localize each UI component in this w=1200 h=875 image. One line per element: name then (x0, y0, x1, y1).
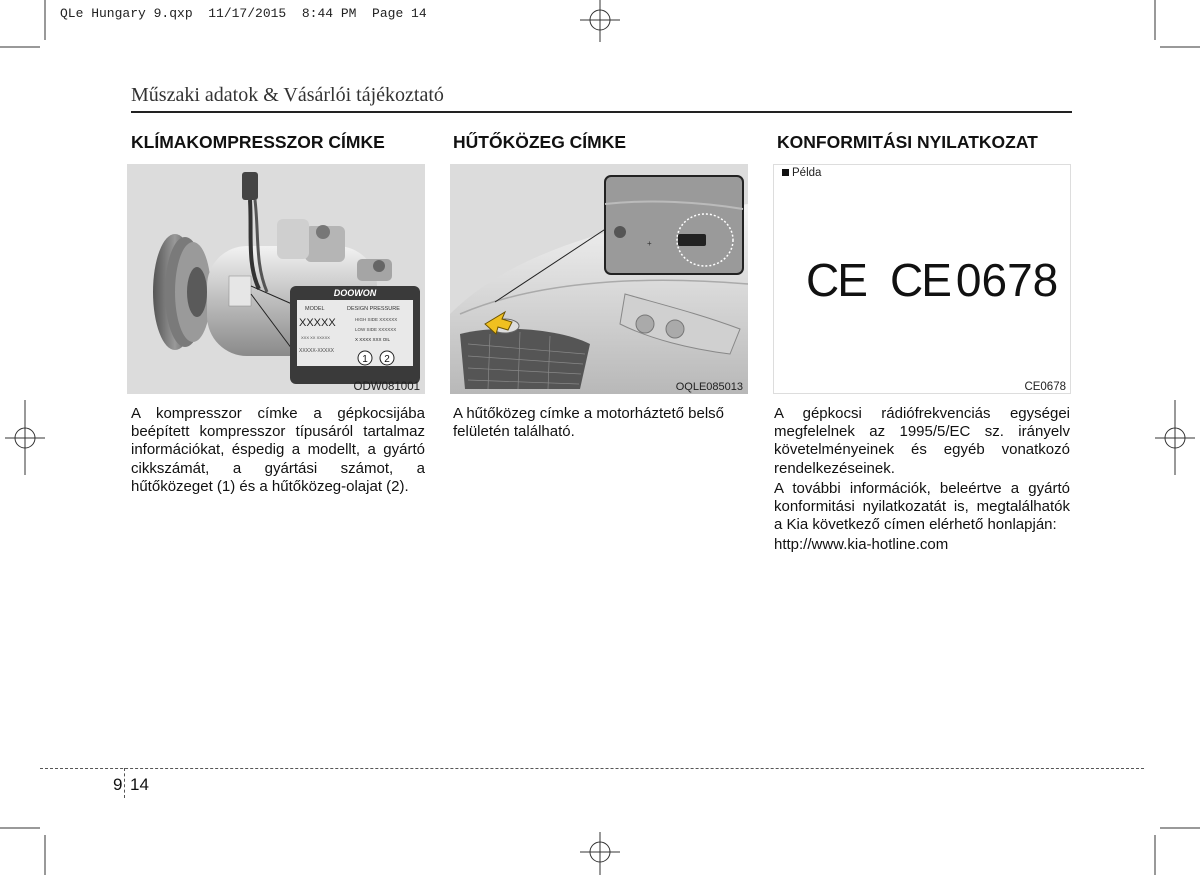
ce-mark: CE (806, 254, 866, 306)
section-title-compressor: KLÍMAKOMPRESSZOR CÍMKE (131, 132, 385, 152)
figure-compressor (127, 164, 425, 394)
label-high-side: HIGH SIDE XXXXXX (355, 317, 398, 322)
figure-code-refrigerant: OQLE085013 (675, 381, 743, 393)
compressor-illustration (127, 164, 425, 394)
ce-mark-numbered (890, 253, 1058, 307)
car-hood-illustration (450, 164, 748, 394)
label-oil: X XXXX XXX OIL (355, 337, 391, 342)
footer-rule (40, 768, 1144, 769)
label-col-model: MODEL (305, 306, 325, 312)
example-label: Példa (792, 167, 822, 179)
svg-text:+: + (647, 239, 652, 248)
figure-conformity (773, 164, 1071, 394)
label-low-side: LOW SIDE XXXXXX (355, 327, 397, 332)
kia-hotline-link[interactable]: http://www.kia-hotline.com (774, 536, 949, 554)
conformity-text (774, 405, 1070, 555)
label-part: XXXXX-XXXXX (299, 348, 335, 354)
header-rule (131, 111, 1072, 113)
label-serial: XXX XX XXXXX (301, 335, 330, 340)
compressor-paragraph: A kompresszor címke a gépkocsijába beépített kompresszor típusáról tartalmaz információkat, éspedig a modellt, a gyártó cikkszámát, a gyártási számot, a hűtőközeget (1) és a hűtőközeg-olajat (2). (131, 405, 425, 495)
running-title: Műszaki adatok & Vásárlói tájékoztató (131, 84, 444, 106)
section-title-conformity: KONFORMITÁSI NYILATKOZAT (777, 132, 1038, 152)
label-model: XXXXX (299, 317, 336, 329)
chapter-number: 9 (113, 775, 123, 794)
example-label-row (782, 167, 821, 179)
ce-mark-small: CE (890, 254, 950, 306)
label-col-pressure: DESIGN PRESSURE (347, 306, 400, 312)
figure-code-compressor: ODW081001 (353, 381, 420, 393)
callout-1: 1 (362, 354, 368, 365)
square-bullet-icon (782, 169, 789, 176)
label-brand: DOOWON (333, 288, 377, 298)
compressor-text (131, 405, 425, 496)
page-number-separator (124, 768, 125, 798)
printer-slug: QLe Hungary 9.qxp 11/17/2015 8:44 PM Page 14 (60, 6, 427, 21)
section-title-refrigerant: HŰTŐKÖZEG CÍMKE (453, 132, 627, 152)
figure-code-conformity: CE0678 (1024, 381, 1066, 393)
refrigerant-text (453, 405, 747, 441)
callout-2: 2 (384, 354, 390, 365)
page-number: 14 (130, 775, 149, 794)
conformity-paragraph-2: A további információk, beleértve a gyártó konformitási nyilatkozatát is, megtalálhatók a Kia következő címen elérhető honlapján: (774, 479, 1070, 534)
refrigerant-paragraph: A hűtőközeg címke a motorháztető belső felületén található. (453, 405, 724, 441)
ce-number: 0678 (955, 254, 1059, 306)
conformity-paragraph-1: A gépkocsi rádiófrekvenciás egységei megfelelnek az 1995/5/EC sz. irányelv követelményeinek és egyéb vonatkozó rendelkezéseinek. (774, 405, 1070, 477)
figure-refrigerant (450, 164, 748, 394)
